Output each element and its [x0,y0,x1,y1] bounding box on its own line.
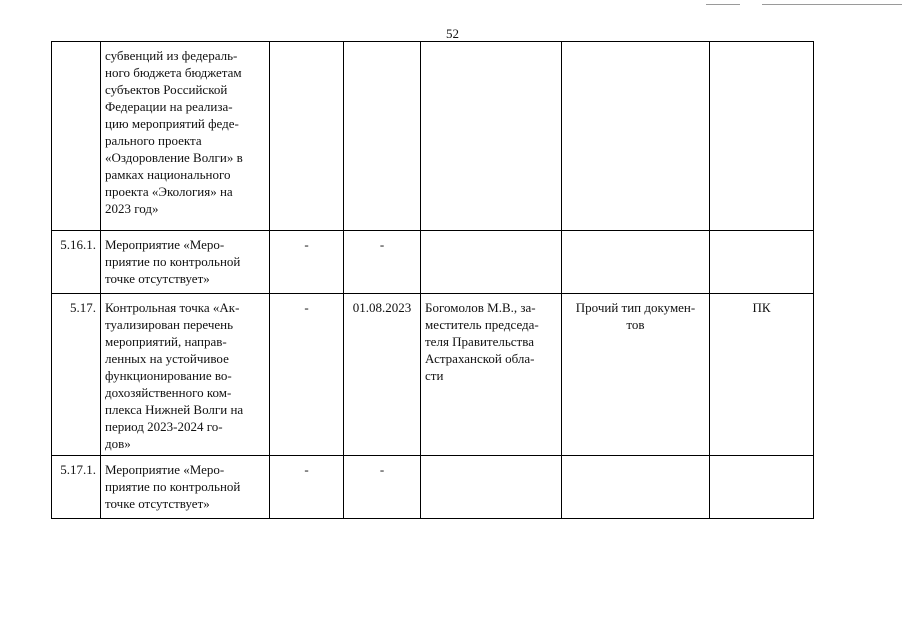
start-date-cell [270,456,344,519]
description-cell [101,42,270,231]
cell-text-line: «Оздоровление Волги» в [105,150,243,165]
cell-text-line: субъектов Российской [105,82,228,97]
start-date-cell [270,294,344,456]
cell-text-line: - [379,237,385,252]
description-cell [101,294,270,456]
description-cell [101,231,270,294]
table-row [52,294,814,456]
document-type-cell [562,294,710,456]
cell-text-line: субвенций из федераль- [105,48,238,63]
cell-text-line: приятие по контрольной [105,254,241,269]
cell-text-line: - [304,300,309,315]
cell-text-line: Астраханской обла- [425,351,535,366]
cell-text-line: 2023 год» [105,201,159,216]
cell-text-line: теля Правительства [425,334,534,349]
cell-text-line: - [304,462,309,477]
cell-text-line: Мероприятие «Меро- [105,237,225,252]
end-date-cell [344,231,421,294]
responsible-cell [421,456,562,519]
cell-text-line: 5.17.1. [60,462,96,477]
cell-text-line: период 2023-2024 го- [105,419,223,434]
information-system-cell [710,456,814,519]
cell-text-line: точке отсутствует» [105,496,210,511]
cell-text-line: рального проекта [105,133,202,148]
cell-text-line: функционирование во- [105,368,232,383]
row-number-cell [52,294,101,456]
cell-text-line: проекта «Экология» на [105,184,233,199]
cell-text-line: Контрольная точка «Ак- [105,300,240,315]
cell-text-line: рамках национального [105,167,231,182]
responsible-cell [421,231,562,294]
cell-text-line: Богомолов М.В., за- [425,300,536,315]
description-cell [101,456,270,519]
information-system-cell [710,294,814,456]
responsible-cell [421,42,562,231]
table-body [52,42,814,519]
cell-text-line: - [379,462,385,477]
row-number-cell [52,42,101,231]
cell-text-line: цию мероприятий феде- [105,116,239,131]
cell-text-line: Федерации на реализа- [105,99,233,114]
page-number: 52 [446,26,459,41]
row-number-cell [52,456,101,519]
row-number-cell [52,231,101,294]
document-type-cell [562,42,710,231]
cell-text-line: сти [425,368,444,383]
document-type-cell [562,231,710,294]
cell-text-line: мероприятий, направ- [105,334,227,349]
end-date-cell [344,456,421,519]
cell-text-line: 5.16.1. [60,237,96,252]
table-row [52,456,814,519]
end-date-cell [344,42,421,231]
scan-artifact-line [762,4,902,5]
cell-text-line: ленных на устойчивое [105,351,229,366]
end-date-cell [344,294,421,456]
cell-text-line: 5.17. [70,300,96,315]
document-table [51,41,814,519]
responsible-cell [421,294,562,456]
cell-text-line: дохозяйственного ком- [105,385,232,400]
cell-text-line: Мероприятие «Меро- [105,462,225,477]
information-system-cell [710,231,814,294]
table-row [52,42,814,231]
cell-text-line: туализирован перечень [105,317,234,332]
cell-text-line: 01.08.2023 [352,300,412,315]
information-system-cell [710,42,814,231]
cell-text-line: ПК [752,300,771,315]
cell-text-line: тов [626,317,645,332]
cell-text-line: - [304,237,309,252]
scan-artifact-line [706,4,740,5]
cell-text-line: ного бюджета бюджетам [105,65,242,80]
cell-text-line: точке отсутствует» [105,271,210,286]
cell-text-line: плекса Нижней Волги на [105,402,244,417]
start-date-cell [270,42,344,231]
cell-text-line: Прочий тип докумен- [575,300,696,315]
cell-text-line: приятие по контрольной [105,479,241,494]
start-date-cell [270,231,344,294]
cell-text-line: дов» [105,436,131,451]
table-row [52,231,814,294]
cell-text-line: меститель председа- [425,317,539,332]
document-type-cell [562,456,710,519]
